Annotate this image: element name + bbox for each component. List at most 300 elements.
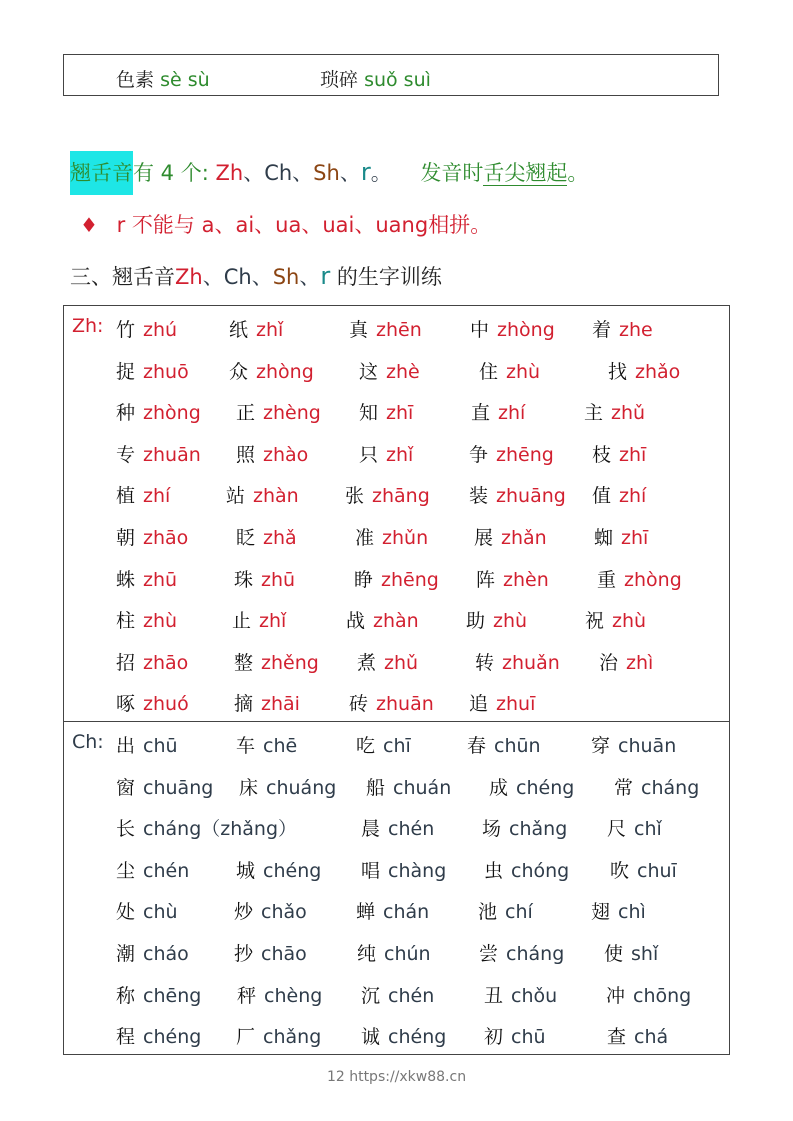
char-entry	[594, 523, 648, 550]
char-entry	[608, 357, 680, 384]
separator: 、	[202, 265, 224, 289]
char-entry	[474, 523, 547, 550]
char-entry	[475, 648, 560, 675]
top-word-box	[63, 54, 719, 96]
r-rule-line	[80, 209, 491, 239]
pinyin: zhǐ	[256, 319, 284, 341]
char-entry	[592, 440, 646, 467]
hanzi: 珠	[234, 568, 254, 591]
pinyin: chù	[143, 901, 178, 924]
pinyin: zhàn	[373, 610, 419, 633]
pinyin: chén	[388, 984, 435, 1007]
zh-label: Zh	[175, 265, 203, 289]
section-heading	[70, 261, 442, 291]
hanzi: 窗	[116, 776, 136, 799]
hanzi: 柱	[116, 610, 136, 633]
hanzi: 称	[116, 984, 136, 1007]
hanzi: 蛛	[116, 568, 136, 591]
char-entry	[599, 648, 653, 675]
zh-section-label: Zh:	[72, 315, 104, 337]
pinyin: zhèn	[503, 568, 549, 591]
pinyin: chén	[143, 859, 190, 882]
hanzi: 唱	[361, 859, 381, 882]
heading-suffix: 的生字训练	[336, 265, 442, 289]
pinyin: cháng（zhǎng）	[143, 818, 298, 841]
hanzi: 场	[482, 818, 502, 841]
char-entry	[237, 981, 322, 1008]
hanzi: 厂	[236, 1026, 256, 1049]
pinyin: zhù	[612, 610, 647, 633]
pronunciation-text: 发音时	[420, 161, 484, 185]
pinyin: zhuāng	[496, 485, 566, 508]
hanzi: 争	[469, 443, 489, 466]
char-entry	[591, 731, 676, 758]
pinyin: chèng	[264, 984, 323, 1007]
hanzi: 查	[607, 1026, 627, 1049]
char-entry	[116, 689, 189, 716]
char-entry	[592, 315, 653, 342]
char-entry	[345, 481, 430, 508]
char-entry	[236, 731, 297, 758]
char-entry	[116, 606, 177, 633]
char-entry	[607, 1022, 668, 1049]
char-entry	[484, 856, 569, 883]
highlighted-term: 翘舌音	[70, 151, 133, 195]
hanzi: 朝	[116, 527, 136, 549]
char-entry	[584, 398, 645, 425]
pinyin: zhǎ	[263, 527, 297, 549]
char-entry	[359, 357, 420, 384]
hanzi: 助	[466, 610, 486, 633]
hanzi: 尺	[607, 818, 627, 841]
pinyin: chǒu	[511, 984, 558, 1007]
hanzi: 成	[489, 776, 509, 799]
hanzi: 站	[226, 485, 246, 508]
hanzi: 睁	[354, 568, 374, 591]
pinyin: chōng	[633, 984, 692, 1007]
hanzi: 值	[592, 485, 612, 508]
char-entry	[610, 856, 677, 883]
pinyin: chì	[618, 901, 646, 924]
word-pinyin: suǒ suì	[364, 69, 431, 91]
hanzi: 使	[604, 943, 624, 965]
pinyin: chàng	[388, 859, 447, 882]
hanzi: 啄	[116, 693, 136, 716]
pinyin: chē	[263, 735, 298, 757]
char-entry	[116, 440, 201, 467]
pinyin: zhǔ	[611, 402, 646, 425]
hanzi: 整	[234, 651, 254, 674]
hanzi: 尘	[116, 859, 136, 882]
pinyin: zhí	[143, 485, 171, 508]
pinyin: chún	[384, 943, 431, 965]
char-entry	[479, 357, 540, 384]
period: 。	[567, 161, 589, 185]
hanzi: 穿	[591, 735, 611, 757]
char-entry	[479, 939, 564, 966]
char-entry	[591, 897, 646, 924]
separator: 、	[299, 265, 321, 289]
pinyin: chóng	[511, 859, 570, 882]
pinyin: cháng	[506, 943, 565, 965]
char-entry	[484, 1022, 546, 1049]
pinyin: chēng	[143, 984, 202, 1007]
char-entry	[470, 315, 555, 342]
char-entry	[366, 773, 451, 800]
hanzi: 准	[355, 527, 375, 549]
char-entry	[614, 773, 699, 800]
pinyin: chū	[511, 1026, 546, 1049]
char-entry	[361, 1022, 446, 1049]
pinyin: zhěng	[261, 651, 319, 674]
hanzi: 枝	[592, 443, 612, 466]
pinyin: zhào	[263, 443, 309, 466]
hanzi: 竹	[116, 319, 136, 341]
separator: 、	[243, 161, 265, 185]
pinyin: zhēng	[496, 443, 554, 466]
hanzi: 照	[236, 443, 256, 466]
char-entry	[469, 689, 535, 716]
hanzi: 住	[479, 360, 499, 383]
pinyin: zhǐ	[386, 443, 414, 466]
char-entry	[234, 689, 300, 716]
pinyin: zhū	[143, 568, 178, 591]
hanzi: 炒	[234, 901, 254, 924]
char-entry	[116, 357, 189, 384]
hanzi: 蜘	[594, 527, 614, 549]
char-entry	[357, 648, 418, 675]
char-entry	[361, 856, 446, 883]
hanzi: 虫	[484, 859, 504, 882]
hanzi: 追	[469, 693, 489, 716]
char-entry	[585, 606, 646, 633]
hanzi: 出	[116, 735, 136, 757]
pinyin: shǐ	[631, 943, 659, 965]
char-entry	[482, 814, 567, 841]
hanzi: 处	[116, 901, 136, 924]
char-entry	[226, 481, 299, 508]
diamond-bullet-icon: ♦	[80, 213, 98, 237]
hanzi: 吃	[356, 735, 376, 757]
pinyin: zhī	[386, 402, 414, 425]
char-entry	[349, 315, 422, 342]
hanzi: 冲	[606, 984, 626, 1007]
char-entry	[354, 565, 439, 592]
hanzi: 阵	[476, 568, 496, 591]
char-entry	[116, 1022, 201, 1049]
hanzi: 祝	[585, 610, 605, 633]
char-entry	[116, 523, 188, 550]
pinyin: zhāo	[143, 651, 189, 674]
hanzi: 正	[236, 402, 256, 425]
r-label: r	[360, 158, 371, 186]
char-entry	[239, 773, 336, 800]
hanzi: 蝉	[356, 901, 376, 924]
char-entry	[116, 315, 177, 342]
period: 。	[370, 161, 392, 185]
pinyin: zhú	[143, 319, 178, 341]
pinyin: cháo	[143, 943, 189, 965]
pinyin: chí	[505, 901, 533, 924]
pinyin: zhòng	[624, 568, 682, 591]
ch-label: Ch	[223, 265, 252, 289]
ch-label: Ch	[264, 161, 293, 185]
pinyin: zhǎn	[501, 527, 547, 549]
separator: 、	[339, 161, 361, 185]
pinyin: chūn	[494, 735, 541, 757]
char-entry	[489, 773, 574, 800]
pinyin: chuī	[637, 859, 677, 882]
hanzi: 张	[345, 485, 365, 508]
pinyin: chuán	[393, 776, 452, 799]
pinyin: chán	[383, 901, 430, 924]
hanzi: 春	[467, 735, 487, 757]
pinyin: zhuó	[143, 693, 189, 716]
hanzi: 纸	[229, 319, 249, 341]
char-entry	[234, 565, 295, 592]
separator: 、	[251, 265, 273, 289]
hanzi: 知	[359, 402, 379, 425]
char-entry	[478, 897, 533, 924]
hanzi: 众	[229, 360, 249, 383]
hanzi: 晨	[361, 818, 381, 841]
hanzi: 城	[236, 859, 256, 882]
r-rule-text: r 不能与 a、ai、ua、uai、uang相拼。	[116, 213, 492, 237]
hanzi: 止	[232, 610, 252, 633]
pinyin: chī	[383, 735, 411, 757]
hanzi: 眨	[236, 527, 256, 549]
ch-section-label: Ch:	[72, 731, 104, 753]
char-entry	[116, 398, 201, 425]
hanzi: 治	[599, 651, 619, 674]
pinyin: chuáng	[266, 776, 337, 799]
char-entry	[466, 606, 527, 633]
hanzi: 转	[475, 651, 495, 674]
pinyin: chén	[388, 818, 435, 841]
pinyin: zhù	[143, 610, 178, 633]
pinyin: chéng	[388, 1026, 447, 1049]
word-hanzi: 色素	[116, 69, 155, 91]
hanzi: 初	[484, 1026, 504, 1049]
hanzi: 只	[359, 443, 379, 466]
pinyin: chuān	[618, 735, 677, 757]
pinyin: chǎng	[509, 818, 568, 841]
page-footer: 12 https://xkw88.cn	[326, 1069, 467, 1085]
hanzi: 中	[470, 319, 490, 341]
pinyin: chǐ	[634, 818, 662, 841]
heading-prefix: 三、翘舌音	[70, 265, 175, 289]
pinyin: chá	[634, 1026, 669, 1049]
pinyin: zhī	[621, 527, 649, 549]
hanzi: 沉	[361, 984, 381, 1007]
hanzi: 煮	[357, 651, 377, 674]
hanzi: 程	[116, 1026, 136, 1049]
pinyin: zhū	[261, 568, 296, 591]
pinyin: zhòng	[143, 402, 201, 425]
hanzi: 展	[474, 527, 494, 549]
pinyin: chǎng	[263, 1026, 322, 1049]
char-entry	[592, 481, 646, 508]
pinyin: chuāng	[143, 776, 214, 799]
pinyin: zhǔ	[384, 651, 419, 674]
char-entry	[116, 939, 189, 966]
hanzi: 摘	[234, 693, 254, 716]
hanzi: 着	[592, 319, 612, 341]
hanzi: 战	[346, 610, 366, 633]
retroflex-intro-line	[70, 157, 588, 187]
char-entry	[236, 440, 308, 467]
sh-label: Sh	[272, 265, 300, 289]
char-entry	[116, 565, 177, 592]
char-entry	[229, 357, 314, 384]
hanzi: 抄	[234, 943, 254, 965]
char-entry	[236, 523, 297, 550]
intro-text: 有 4 个:	[133, 161, 209, 185]
hanzi: 纯	[357, 943, 377, 965]
pinyin: zhòng	[497, 319, 555, 341]
pinyin: zhǎo	[635, 360, 681, 383]
char-entry	[356, 897, 429, 924]
word-pair	[320, 65, 431, 92]
pinyin: zhù	[493, 610, 528, 633]
char-entry	[116, 648, 188, 675]
hanzi: 池	[478, 901, 498, 924]
pinyin: chéng	[263, 859, 322, 882]
pinyin: zhòng	[256, 360, 314, 383]
hanzi: 吹	[610, 859, 630, 882]
char-entry	[229, 315, 283, 342]
word-hanzi: 琐碎	[320, 69, 359, 91]
pinyin: chéng	[143, 1026, 202, 1049]
pinyin: chāo	[261, 943, 307, 965]
separator: 、	[292, 161, 314, 185]
char-entry	[236, 398, 321, 425]
char-entry	[467, 731, 541, 758]
hanzi: 翅	[591, 901, 611, 924]
char-entry	[355, 523, 428, 550]
hanzi: 重	[597, 568, 617, 591]
pinyin: cháng	[641, 776, 700, 799]
character-table	[63, 305, 730, 1055]
char-entry	[234, 897, 307, 924]
hanzi: 床	[239, 776, 259, 799]
char-entry	[346, 606, 419, 633]
hanzi: 捉	[116, 360, 136, 383]
pinyin: zhì	[626, 651, 654, 674]
hanzi: 植	[116, 485, 136, 508]
pinyin: zhǐ	[259, 610, 287, 633]
hanzi: 常	[614, 776, 634, 799]
pinyin: zhe	[619, 319, 653, 341]
pinyin: zhēn	[376, 319, 422, 341]
char-entry	[357, 939, 431, 966]
char-entry	[234, 648, 319, 675]
pinyin: zhuǎn	[502, 651, 560, 674]
pinyin: zhù	[506, 360, 541, 383]
char-entry	[116, 814, 297, 841]
hanzi: 砖	[349, 693, 369, 716]
pinyin: zhī	[619, 443, 647, 466]
pinyin: zhàn	[253, 485, 299, 508]
char-entry	[349, 689, 434, 716]
char-entry	[116, 731, 178, 758]
char-entry	[234, 939, 307, 966]
char-entry	[359, 398, 413, 425]
char-entry	[116, 773, 213, 800]
pinyin: zhuī	[496, 693, 536, 716]
section-divider	[64, 721, 729, 722]
char-entry	[604, 939, 658, 966]
pinyin: zhāi	[261, 693, 300, 716]
hanzi: 船	[366, 776, 386, 799]
pinyin: zhí	[619, 485, 647, 508]
hanzi: 潮	[116, 943, 136, 965]
pinyin: zhuō	[143, 360, 189, 383]
char-entry	[597, 565, 682, 592]
r-label: r	[320, 262, 331, 290]
pinyin: chǎo	[261, 901, 307, 924]
hanzi: 招	[116, 651, 136, 674]
char-entry	[232, 606, 286, 633]
hanzi: 长	[116, 818, 136, 841]
char-entry	[116, 981, 201, 1008]
char-entry	[359, 440, 413, 467]
char-entry	[471, 398, 525, 425]
char-entry	[116, 856, 189, 883]
hanzi: 装	[469, 485, 489, 508]
word-pair	[116, 65, 210, 92]
pinyin: zhí	[498, 402, 526, 425]
char-entry	[476, 565, 549, 592]
word-pinyin: sè sù	[160, 69, 210, 91]
hanzi: 丑	[484, 984, 504, 1007]
hanzi: 车	[236, 735, 256, 757]
pinyin: zhāo	[143, 527, 189, 549]
hanzi: 秤	[237, 984, 257, 1007]
char-entry	[469, 481, 566, 508]
hanzi: 直	[471, 402, 491, 425]
char-entry	[356, 731, 411, 758]
char-entry	[116, 897, 178, 924]
char-entry	[606, 981, 691, 1008]
zh-label: Zh	[215, 161, 244, 185]
hanzi: 真	[349, 319, 369, 341]
char-entry	[361, 981, 434, 1008]
char-entry	[469, 440, 554, 467]
pinyin: zhǔn	[382, 527, 429, 549]
char-entry	[116, 481, 170, 508]
char-entry	[361, 814, 434, 841]
char-entry	[236, 1022, 321, 1049]
pinyin: zhuān	[376, 693, 434, 716]
char-entry	[236, 856, 321, 883]
pinyin: zhuān	[143, 443, 201, 466]
hanzi: 诚	[361, 1026, 381, 1049]
pinyin: zhèng	[263, 402, 321, 425]
hanzi: 专	[116, 443, 136, 466]
char-entry	[607, 814, 662, 841]
underlined-phrase: 舌尖翘起	[483, 161, 568, 185]
hanzi: 尝	[479, 943, 499, 965]
hanzi: 种	[116, 402, 136, 425]
char-entry	[484, 981, 557, 1008]
hanzi: 这	[359, 360, 379, 383]
hanzi: 主	[584, 402, 604, 425]
pinyin: chéng	[516, 776, 575, 799]
pinyin: zhēng	[381, 568, 439, 591]
pinyin: zhè	[386, 360, 420, 383]
pinyin: chū	[143, 735, 178, 757]
